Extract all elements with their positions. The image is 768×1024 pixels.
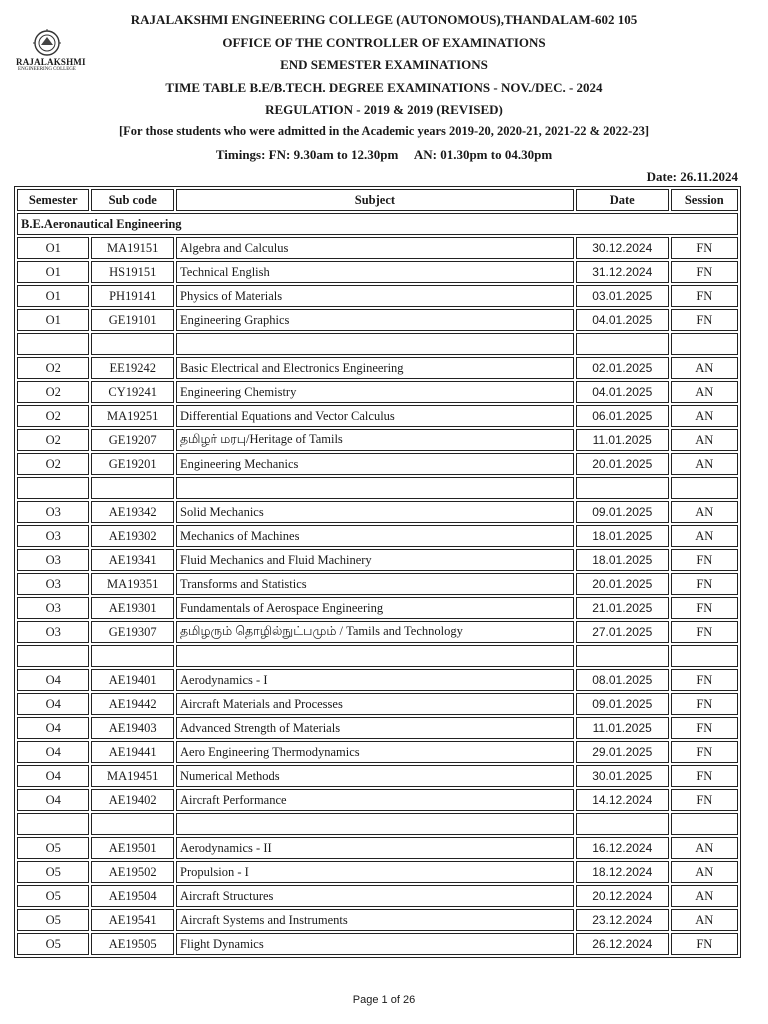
subcode-cell: AE19441 [91, 741, 174, 763]
date-cell: 04.01.2025 [576, 381, 669, 403]
subject-cell: Engineering Graphics [176, 309, 574, 331]
semester-cell: O5 [17, 837, 89, 859]
subject-cell [176, 333, 574, 355]
semester-cell: O4 [17, 765, 89, 787]
office-title: OFFICE OF THE CONTROLLER OF EXAMINATIONS [222, 35, 546, 50]
department-row [17, 213, 738, 235]
subcode-cell: AE19403 [91, 717, 174, 739]
session-cell: FN [671, 261, 738, 283]
subject-cell: Physics of Materials [176, 285, 574, 307]
subcode-cell: AE19442 [91, 693, 174, 715]
table-row [17, 381, 738, 403]
session-cell: FN [671, 933, 738, 955]
subcode-cell: AE19402 [91, 789, 174, 811]
column-header-session: Session [671, 189, 738, 211]
timetable-title: TIME TABLE B.E/B.TECH. DEGREE EXAMINATIONS - NOV./DEC. - 2024 [165, 80, 603, 95]
subject-cell: Aerodynamics - I [176, 669, 574, 691]
exam-title: END SEMESTER EXAMINATIONS [280, 57, 488, 72]
semester-cell: O3 [17, 525, 89, 547]
table-row [17, 909, 738, 931]
date-cell: 11.01.2025 [576, 717, 669, 739]
semester-cell [17, 477, 89, 499]
subject-cell: Advanced Strength of Materials [176, 717, 574, 739]
session-cell: FN [671, 237, 738, 259]
semester-cell: O1 [17, 309, 89, 331]
table-row [17, 429, 738, 451]
subject-cell [176, 813, 574, 835]
subject-cell: Fundamentals of Aerospace Engineering [176, 597, 574, 619]
semester-cell: O1 [17, 261, 89, 283]
table-row [17, 501, 738, 523]
semester-cell: O2 [17, 453, 89, 475]
semester-cell: O2 [17, 405, 89, 427]
semester-cell: O4 [17, 669, 89, 691]
date-cell: 18.01.2025 [576, 549, 669, 571]
session-cell: FN [671, 765, 738, 787]
date-cell: 14.12.2024 [576, 789, 669, 811]
date-cell: 20.12.2024 [576, 885, 669, 907]
session-cell: FN [671, 669, 738, 691]
date-cell: 16.12.2024 [576, 837, 669, 859]
department-name: B.E.Aeronautical Engineering [17, 213, 738, 235]
table-row [17, 525, 738, 547]
table-row [17, 261, 738, 283]
college-name: RAJALAKSHMI ENGINEERING COLLEGE (AUTONOMOUS),THANDALAM-602 105 [130, 12, 638, 27]
session-cell: AN [671, 909, 738, 931]
logo-text: RAJALAKSHMI [16, 57, 86, 67]
subcode-cell: GE19101 [91, 309, 174, 331]
spacer-row [17, 645, 738, 667]
semester-cell: O1 [17, 285, 89, 307]
subject-cell: Aircraft Structures [176, 885, 574, 907]
timetable [14, 186, 741, 958]
session-cell: AN [671, 381, 738, 403]
subcode-cell: AE19302 [91, 525, 174, 547]
table-row [17, 237, 738, 259]
subject-cell: Transforms and Statistics [176, 573, 574, 595]
semester-cell: O5 [17, 933, 89, 955]
semester-cell: O5 [17, 861, 89, 883]
session-cell: AN [671, 405, 738, 427]
semester-cell: O3 [17, 621, 89, 643]
table-row [17, 357, 738, 379]
subject-cell [176, 477, 574, 499]
spacer-row [17, 477, 738, 499]
date-cell: 23.12.2024 [576, 909, 669, 931]
date-cell: 31.12.2024 [576, 261, 669, 283]
table-header-row [17, 189, 738, 211]
subject-cell: Algebra and Calculus [176, 237, 574, 259]
column-header-subject: Subject [176, 189, 574, 211]
subject-cell: தமிழர் மரபு/Heritage of Tamils [176, 429, 574, 451]
subcode-cell: GE19201 [91, 453, 174, 475]
subcode-cell: MA19451 [91, 765, 174, 787]
table-row [17, 285, 738, 307]
table-row [17, 741, 738, 763]
date-cell [576, 477, 669, 499]
subcode-cell [91, 333, 174, 355]
table-row [17, 573, 738, 595]
subcode-cell: HS19151 [91, 261, 174, 283]
semester-cell: O4 [17, 717, 89, 739]
semester-cell [17, 333, 89, 355]
session-cell: AN [671, 357, 738, 379]
subcode-cell: MA19251 [91, 405, 174, 427]
subcode-cell [91, 477, 174, 499]
session-cell [671, 333, 738, 355]
date-cell: 06.01.2025 [576, 405, 669, 427]
subcode-cell: AE19505 [91, 933, 174, 955]
semester-cell: O4 [17, 789, 89, 811]
regulation-title: REGULATION - 2019 & 2019 (REVISED) [265, 102, 503, 117]
date-cell: 04.01.2025 [576, 309, 669, 331]
subject-cell: Propulsion - I [176, 861, 574, 883]
subject-cell: Flight Dynamics [176, 933, 574, 955]
date-cell: 30.12.2024 [576, 237, 669, 259]
subject-cell: Fluid Mechanics and Fluid Machinery [176, 549, 574, 571]
semester-cell: O2 [17, 429, 89, 451]
table-row [17, 453, 738, 475]
subcode-cell: AE19541 [91, 909, 174, 931]
session-cell: FN [671, 621, 738, 643]
date-cell: 03.01.2025 [576, 285, 669, 307]
session-cell: FN [671, 285, 738, 307]
session-cell: AN [671, 525, 738, 547]
spacer-row [17, 333, 738, 355]
date-cell: 18.12.2024 [576, 861, 669, 883]
date-cell: 11.01.2025 [576, 429, 669, 451]
session-cell: AN [671, 837, 738, 859]
date-cell [576, 333, 669, 355]
subject-cell: Aircraft Materials and Processes [176, 693, 574, 715]
session-cell: FN [671, 309, 738, 331]
session-cell: FN [671, 789, 738, 811]
subcode-cell: AE19301 [91, 597, 174, 619]
session-cell: FN [671, 741, 738, 763]
date-cell: 09.01.2025 [576, 501, 669, 523]
subcode-cell [91, 645, 174, 667]
semester-cell: O1 [17, 237, 89, 259]
semester-cell: O5 [17, 909, 89, 931]
subcode-cell: AE19341 [91, 549, 174, 571]
date-cell: 30.01.2025 [576, 765, 669, 787]
date-cell: 21.01.2025 [576, 597, 669, 619]
table-row [17, 765, 738, 787]
subject-cell: Basic Electrical and Electronics Engineering [176, 357, 574, 379]
subject-cell: Aircraft Systems and Instruments [176, 909, 574, 931]
logo-subtext: ENGINEERING COLLEGE [18, 67, 76, 72]
table-row [17, 693, 738, 715]
table-row [17, 885, 738, 907]
session-cell [671, 477, 738, 499]
subcode-cell: CY19241 [91, 381, 174, 403]
semester-cell: O3 [17, 573, 89, 595]
admission-note: [For those students who were admitted in the Academic years 2019-20, 2020-21, 2021-22 & 2022-23] [118, 124, 650, 138]
subject-cell: Aerodynamics - II [176, 837, 574, 859]
subject-cell: Differential Equations and Vector Calculus [176, 405, 574, 427]
subcode-cell: AE19504 [91, 885, 174, 907]
table-row [17, 597, 738, 619]
semester-cell: O2 [17, 357, 89, 379]
timings: Timings: FN: 9.30am to 12.30pm AN: 01.30pm to 04.30pm [215, 147, 553, 162]
subcode-cell: AE19342 [91, 501, 174, 523]
date-cell: 02.01.2025 [576, 357, 669, 379]
table-row [17, 861, 738, 883]
subject-cell: Aircraft Performance [176, 789, 574, 811]
subject-cell: Engineering Chemistry [176, 381, 574, 403]
semester-cell: O4 [17, 693, 89, 715]
subject-cell: தமிழரும் தொழில்நுட்பமும் / Tamils and Technology [176, 621, 574, 643]
subcode-cell: AE19401 [91, 669, 174, 691]
subject-cell: Aero Engineering Thermodynamics [176, 741, 574, 763]
subject-cell: Technical English [176, 261, 574, 283]
subject-cell: Solid Mechanics [176, 501, 574, 523]
table-row [17, 549, 738, 571]
session-cell: AN [671, 501, 738, 523]
date-cell: 18.01.2025 [576, 525, 669, 547]
date-cell: 20.01.2025 [576, 453, 669, 475]
semester-cell [17, 813, 89, 835]
session-cell: AN [671, 429, 738, 451]
session-cell: FN [671, 597, 738, 619]
session-cell [671, 813, 738, 835]
issue-date: Date: 26.11.2024 [646, 169, 738, 184]
date-cell [576, 813, 669, 835]
date-cell [576, 645, 669, 667]
subcode-cell: MA19151 [91, 237, 174, 259]
table-row [17, 309, 738, 331]
subject-cell: Mechanics of Machines [176, 525, 574, 547]
table-row [17, 717, 738, 739]
table-row [17, 405, 738, 427]
subcode-cell [91, 813, 174, 835]
page-number: Page 1 of 26 [352, 994, 416, 1006]
semester-cell [17, 645, 89, 667]
subcode-cell: MA19351 [91, 573, 174, 595]
semester-cell: O5 [17, 885, 89, 907]
session-cell: AN [671, 861, 738, 883]
subject-cell [176, 645, 574, 667]
table-row [17, 621, 738, 643]
semester-cell: O3 [17, 549, 89, 571]
table-row [17, 933, 738, 955]
session-cell: AN [671, 453, 738, 475]
table-row [17, 789, 738, 811]
subcode-cell: AE19501 [91, 837, 174, 859]
session-cell: FN [671, 717, 738, 739]
table-row [17, 837, 738, 859]
subcode-cell: EE19242 [91, 357, 174, 379]
semester-cell: O3 [17, 501, 89, 523]
semester-cell: O3 [17, 597, 89, 619]
subcode-cell: GE19307 [91, 621, 174, 643]
date-cell: 09.01.2025 [576, 693, 669, 715]
date-cell: 08.01.2025 [576, 669, 669, 691]
subcode-cell: PH19141 [91, 285, 174, 307]
subcode-cell: GE19207 [91, 429, 174, 451]
column-header-subcode: Sub code [91, 189, 174, 211]
date-cell: 27.01.2025 [576, 621, 669, 643]
column-header-date: Date [576, 189, 669, 211]
session-cell: FN [671, 693, 738, 715]
semester-cell: O2 [17, 381, 89, 403]
session-cell [671, 645, 738, 667]
session-cell: FN [671, 549, 738, 571]
subcode-cell: AE19502 [91, 861, 174, 883]
spacer-row [17, 813, 738, 835]
session-cell: AN [671, 885, 738, 907]
subject-cell: Numerical Methods [176, 765, 574, 787]
date-cell: 20.01.2025 [576, 573, 669, 595]
semester-cell: O4 [17, 741, 89, 763]
date-cell: 29.01.2025 [576, 741, 669, 763]
date-cell: 26.12.2024 [576, 933, 669, 955]
column-header-semester: Semester [17, 189, 89, 211]
subject-cell: Engineering Mechanics [176, 453, 574, 475]
table-row [17, 669, 738, 691]
session-cell: FN [671, 573, 738, 595]
